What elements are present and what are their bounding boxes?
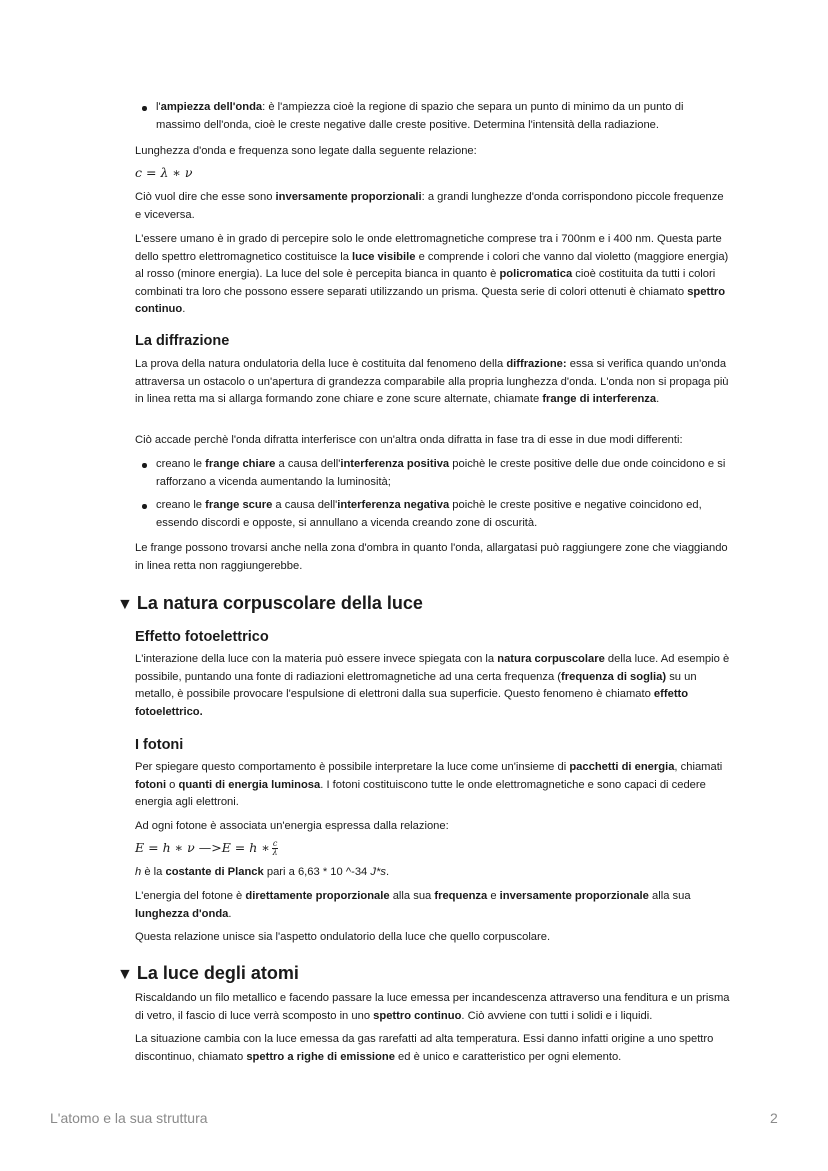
page-number: 2 bbox=[770, 1110, 778, 1126]
list-item: l'ampiezza dell'onda: è l'ampiezza cioè la regione di spazio che separa un punto di minimo da un punto di massimo dell'onda, cioè le creste negative dalle creste positive. Determina l'intensità della radiazione. bbox=[135, 99, 730, 134]
paragraph: Le frange possono trovarsi anche nella zona d'ombra in quanto l'onda, allargatasi può raggiungere zone che viaggiando in linea retta non raggiungerebbe. bbox=[135, 542, 728, 572]
paragraph: Lunghezza d'onda e frequenza sono legate dalla seguente relazione: bbox=[135, 145, 477, 157]
paragraph: Ciò accade perchè l'onda difratta interferisce con un'altra onda difratta in fase tra di esse in due modi differenti: bbox=[135, 434, 683, 446]
footer-title: L'atomo e la sua struttura bbox=[50, 1110, 208, 1126]
paragraph: L'interazione della luce con la materia può essere invece spiegata con la natura corpuscolare della luce. Ad esempio è possibile, puntando una fonte di radiazioni elettromagnetiche ad una certa frequenza (frequenza di soglia) su un metallo, è possibile provocare l'espulsione di elettroni dalla sua superficie. Questo fenomeno è chiamato effetto fotoelettrico. bbox=[135, 653, 730, 718]
paragraph: Riscaldando un filo metallico e facendo passare la luce emessa per incandescenza attraverso una fenditura e un prisma di vetro, il fascio di luce verrà scomposto in uno spettro continuo. Ciò avviene con tutti i solidi e i liquidi. bbox=[135, 992, 730, 1022]
heading-effetto-fotoelettrico: Effetto fotoelettrico bbox=[135, 629, 269, 645]
bullet-list-frange bbox=[135, 456, 730, 532]
list-item: creano le frange chiare a causa dell'interferenza positiva poichè le creste positive delle due onde coincidono e si rafforzano a vicenda aumentando la luminosità; bbox=[135, 456, 730, 491]
formula-energy: E = h ∗ ν —>E = h ∗ $\frac{c}{\lambda}$ bbox=[135, 839, 278, 857]
toggle-heading-corpuscolare[interactable] bbox=[117, 592, 423, 616]
toggle-heading-atomi[interactable] bbox=[117, 962, 299, 986]
paragraph: L'energia del fotone è direttamente proporzionale alla sua frequenza e inversamente proporzionale alla sua lunghezza d'onda. bbox=[135, 890, 691, 920]
bullet-list-ampiezza bbox=[135, 99, 730, 134]
paragraph: h è la costante di Planck pari a 6,63 * 10 ^-34 J*s. bbox=[135, 866, 390, 878]
fraction: $\frac{c}{\lambda}$ bbox=[272, 839, 278, 857]
paragraph: La situazione cambia con la luce emessa da gas rarefatti ad alta temperatura. Essi danno infatti origine a uno spettro discontinuo, chiamato spettro a righe di emissione ed è unico e caratteristico per ogni elemento. bbox=[135, 1033, 714, 1063]
triangle-down-icon[interactable]: ▼ bbox=[117, 966, 133, 983]
paragraph: L'essere umano è in grado di percepire solo le onde elettromagnetiche comprese tra i 700nm e i 400 nm. Questa parte dello spettro elettromagnetico costituisce la luce visibile e comprende i colori che vanno dal violetto (maggiore energia) al rosso (minore energia). La luce del sole è percepita bianca in quanto è policromatica cioè costituita da tutti i colori combinati tra loro che possono essere separati utilizzando un prisma. Questa serie di colori ottenuti è chiamato spettro continuo. bbox=[135, 233, 729, 315]
heading-title: La luce degli atomi bbox=[136, 963, 299, 983]
list-item: creano le frange scure a causa dell'interferenza negativa poichè le creste positive e negative coincidono ed, essendo discordi e opposte, si annullano a vicenda creando zone di oscurità. bbox=[135, 497, 730, 532]
paragraph: Ciò vuol dire che esse sono inversamente proporzionali: a grandi lunghezze d'onda corrispondono piccole frequenze e viceversa. bbox=[135, 191, 724, 221]
paragraph: Per spiegare questo comportamento è possibile interpretare la luce come un'insieme di pacchetti di energia, chiamati fotoni o quanti di energia luminosa. I fotoni costituiscono tutte le onde elettromagnetiche e sono capaci di cedere energia agli elettroni. bbox=[135, 761, 723, 808]
heading-title: La natura corpuscolare della luce bbox=[136, 593, 423, 613]
paragraph: Ad ogni fotone è associata un'energia espressa dalla relazione: bbox=[135, 820, 449, 832]
heading-diffrazione: La diffrazione bbox=[135, 333, 230, 349]
formula-c: c = λ ∗ ν bbox=[135, 165, 193, 180]
paragraph: Questa relazione unisce sia l'aspetto ondulatorio della luce che quello corpuscolare. bbox=[135, 931, 551, 943]
paragraph: La prova della natura ondulatoria della luce è costituita dal fenomeno della diffrazione: essa si verifica quando un'onda attraversa un ostacolo o un'apertura di grandezza comparabile alla propria lunghezza d'onda. L'onda non si propaga più in linea retta ma si allarga formando zone chiare e zone scure alternate, chiamate frange di interferenza. bbox=[135, 358, 729, 405]
heading-fotoni: I fotoni bbox=[135, 737, 184, 753]
triangle-down-icon[interactable]: ▼ bbox=[117, 596, 133, 613]
